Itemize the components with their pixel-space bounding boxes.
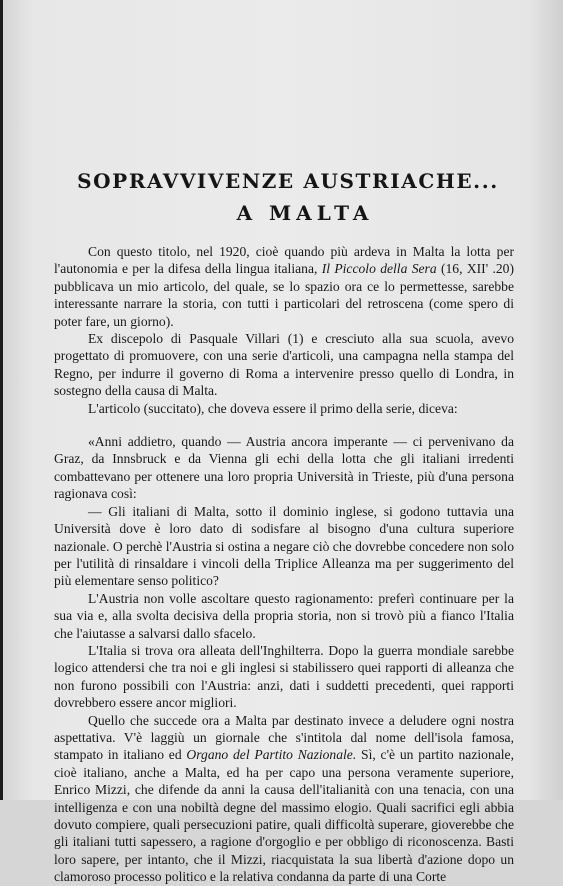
title-line-1: SOPRAVVIVENZE AUSTRIACHE... — [77, 169, 499, 193]
newspaper-title: Il Piccolo della Sera — [321, 261, 437, 277]
paragraph-7: L'Italia si trova ora alleata dell'Inghilterra. Dopo la guerra mondiale sarebbe logico attendersi che tra noi e gli inglesi si stabilissero quei rapporti di alleanza che non furono possibili con l'Austria: anzi, dati i suddetti precedenti, quei rapporti dovrebbero essere ancor migliori. — [54, 642, 514, 711]
paragraph-8 — [54, 712, 514, 886]
paragraph-text: Quello che succede ora a Malta par destinato invece a deludere ogni nostra aspettativa. V'è laggiù un giornale che s'intitola dal nome dell'isola famosa, stampato in italiano ed — [54, 712, 514, 763]
paragraph-3: L'articolo (succitato), che doveva essere il primo della serie, diceva: — [88, 400, 458, 416]
article-title — [50, 168, 520, 226]
paragraph-text: Sì, c'è un partito nazionale, cioè italiano, anche a Malta, ed ha per capo una persona veramente superiore, Enrico Mizzi, che difende da anni la causa dell'italianità con una tenacia, con una intelligenza e con una nobiltà degne del massimo elogio. Quali sacrifici egli abbia dovuto compiere, quali persecuzioni patire, quali difficoltà superare, gioverebbe che gli italiani tutti sapessero, a ragione d'orgoglio e per obbligo di riconoscenza. Basti loro sapere, per intanto, che il Mizzi, riacquistata la sua libertà d'azione dopo un clamoroso processo politico e la relativa condanna da parte di una Corte — [54, 747, 514, 885]
paragraph-2: Ex discepolo di Pasquale Villari (1) e cresciuto alla sua scuola, avevo progettato di promuovere, con una serie d'articoli, una campagna nella stampa del Regno, per indurre il governo di Roma a intervenire presso quello di Londra, in sostegno della causa di Malta. — [54, 331, 514, 399]
paragraph-5: — Gli italiani di Malta, sotto il dominio inglese, si godono tuttavia una Università dove è loro dato di sodisfare al bisogno d'una cultura superiore nazionale. O perchè l'Austria si ostina a negare ciò che dovrebbe concedere non solo per l'utilità di rinsaldare i vincoli della Triplice Alleanza ma per suggerimento del più elementare senso politico? — [54, 503, 514, 589]
paragraph-4-quote-start: «Anni addietro, quando — Austria ancora imperante — ci pervenivano da Graz, da Innsbruck e da Vienna gli echi della lotta che gli italiani irredenti combattevano per ottenere una loro propria Università in Trieste, più d'una persona ragionava così: — [54, 434, 514, 502]
paragraph-1 — [54, 243, 514, 330]
paragraph-text: Con questo titolo, nel 1920, cioè quando più ardeva in Malta la lotta per l'autonomia e per la difesa della lingua italiana, — [54, 244, 514, 277]
newspaper-subtitle: Organo del Partito Nazionale. — [186, 747, 357, 763]
paragraph-text: (16, XII' .20) pubblicava un mio articolo, del quale, se lo spazio ora ce lo permettesse, sarebbe interessante narrare la storia, con tutti i particolari del retroscena (come spero di poter fare, un giorno). — [54, 261, 514, 329]
title-line-2: A MALTA — [236, 201, 374, 225]
article-body — [54, 243, 514, 886]
paragraph-6: L'Austria non volle ascoltare questo ragionamento: preferì continuare per la sua via e, alla svolta decisiva della propria storia, non si trovò più a fianco l'Italia che l'aiutasse a salvarsi dallo sfacelo. — [54, 590, 514, 641]
